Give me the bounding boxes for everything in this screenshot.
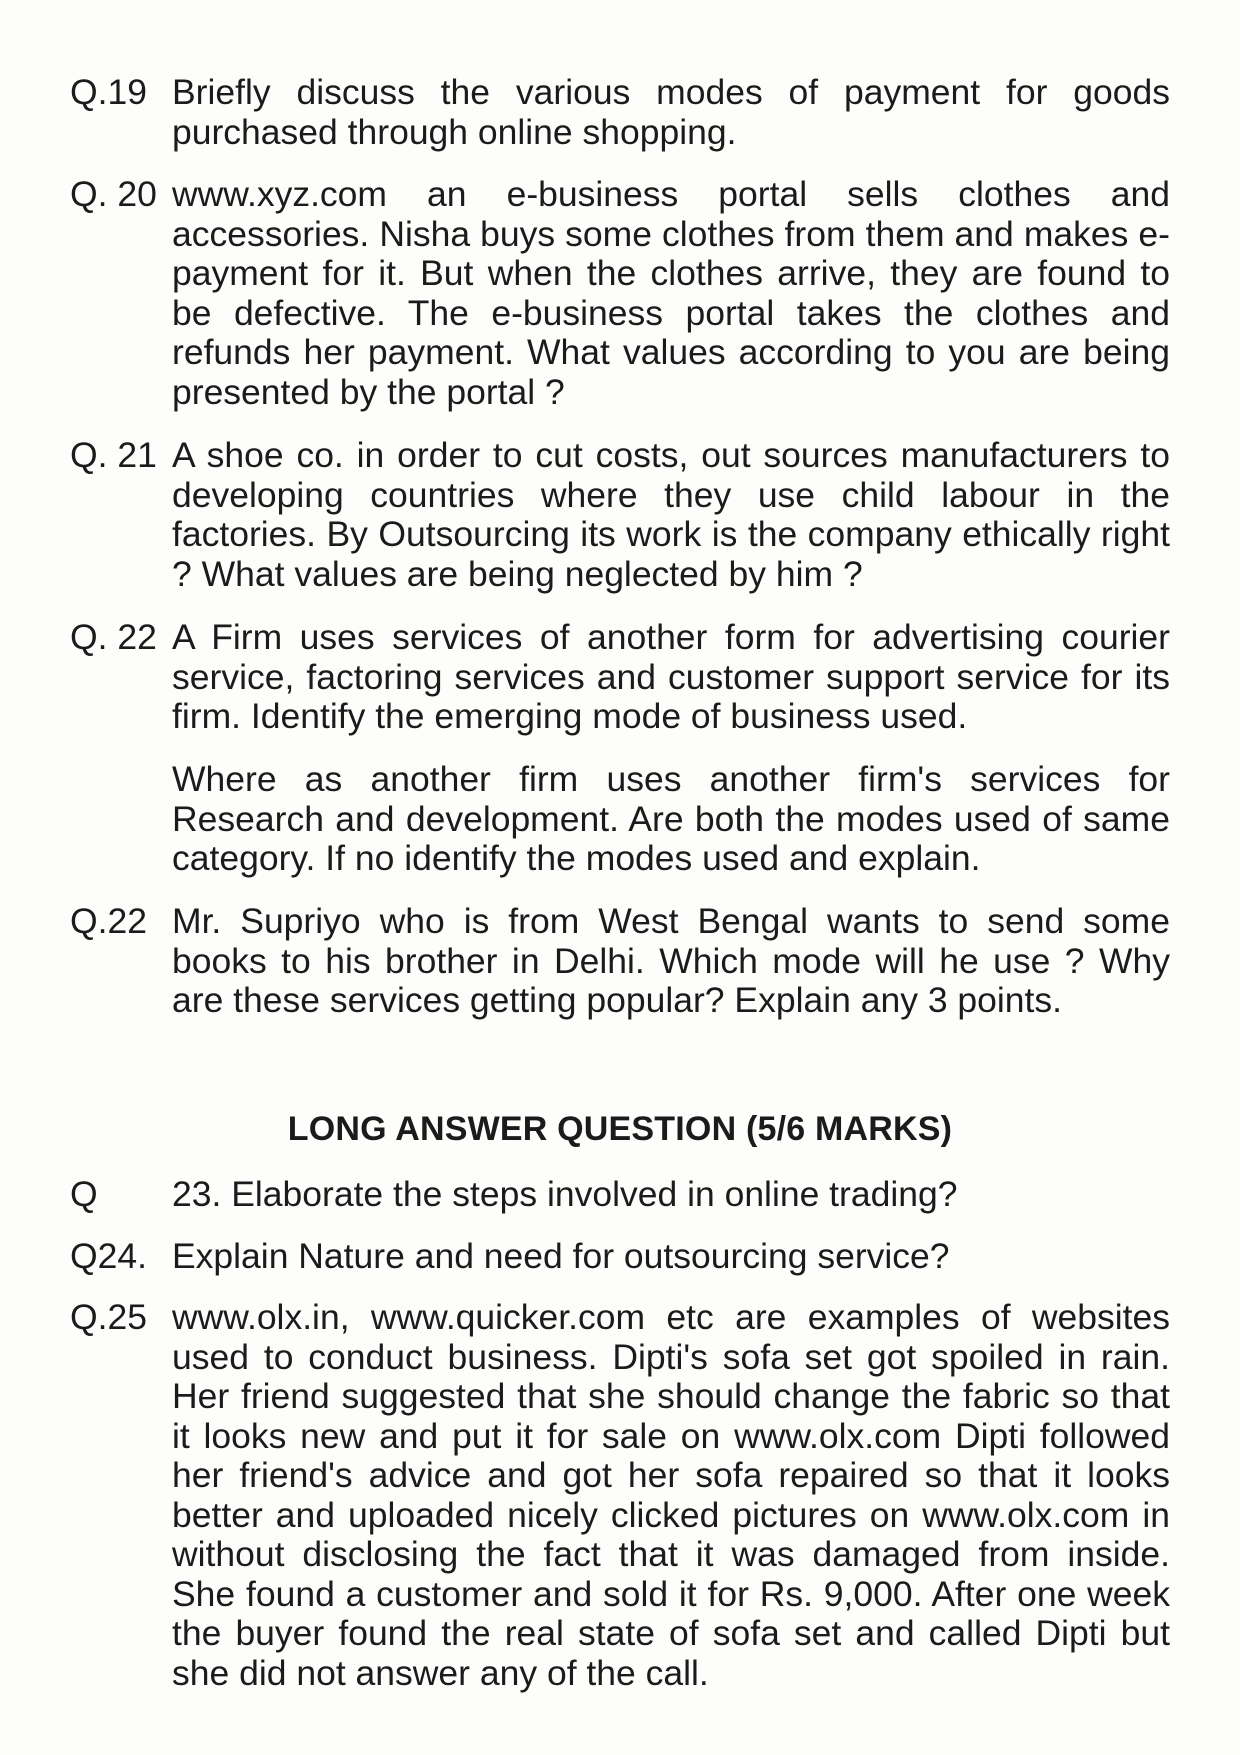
question-text: Explain Nature and need for outsourcing service? bbox=[172, 1236, 950, 1276]
question-24 bbox=[70, 1237, 1170, 1277]
question-22a bbox=[70, 618, 1170, 737]
question-text: A Firm uses services of another form for advertising courier service, factoring services and customer support service for its firm. Identify the emerging mode of business used. bbox=[172, 617, 1170, 736]
question-number: Q. 20 bbox=[70, 174, 157, 214]
question-number: Q.19 bbox=[70, 72, 147, 112]
question-text: Mr. Supriyo who is from West Bengal wants to send some books to his brother in Delhi. Which mode will he use ? Why are these services getting popular? Explain any 3 points. bbox=[172, 901, 1170, 1020]
question-text: Briefly discuss the various modes of payment for goods purchased through online shopping. bbox=[172, 72, 1170, 152]
question-25 bbox=[70, 1298, 1170, 1693]
question-text: www.xyz.com an e-business portal sells clothes and accessories. Nisha buys some clothes from them and makes e-payment for it. But when the clothes arrive, they are found to be defective. The e-business portal takes the clothes and refunds her payment. What values according to you are being presented by the portal ? bbox=[172, 174, 1170, 412]
question-22b bbox=[70, 902, 1170, 1021]
question-number: Q bbox=[70, 1174, 98, 1214]
question-21 bbox=[70, 436, 1170, 594]
question-23 bbox=[70, 1175, 1170, 1215]
question-22a-continuation: Where as another firm uses another firm's services for Research and development. Are both the modes used of same category. If no identify the modes used and explain. bbox=[172, 759, 1170, 878]
question-text: 23. Elaborate the steps involved in online trading? bbox=[172, 1174, 958, 1214]
question-number: Q.22 bbox=[70, 901, 147, 941]
question-text: www.olx.in, www.quicker.com etc are examples of websites used to conduct business. Dipti's sofa set got spoiled in rain. Her friend suggested that she should change the fabric so that it looks new and put it for sale on www.olx.com Dipti followed her friend's advice and got her sofa repaired so that it looks better and uploaded nicely clicked pictures on www.olx.com in without disclosing the fact that it was damaged from inside. She found a customer and sold it for Rs. 9,000. After one week the buyer found the real state of sofa set and called Dipti but she did not answer any of the call. bbox=[172, 1297, 1170, 1693]
question-text: A shoe co. in order to cut costs, out sources manufacturers to developing countries where they use child labour in the factories. By Outsourcing its work is the company ethically right ? What values are being neglected by him ? bbox=[172, 435, 1170, 594]
question-20 bbox=[70, 175, 1170, 412]
question-number: Q.25 bbox=[70, 1297, 147, 1337]
question-number: Q. 21 bbox=[70, 435, 157, 475]
question-number: Q24. bbox=[70, 1236, 147, 1276]
section-heading: LONG ANSWER QUESTION (5/6 MARKS) bbox=[287, 1110, 953, 1148]
question-19 bbox=[70, 73, 1170, 152]
question-number: Q. 22 bbox=[70, 617, 157, 657]
